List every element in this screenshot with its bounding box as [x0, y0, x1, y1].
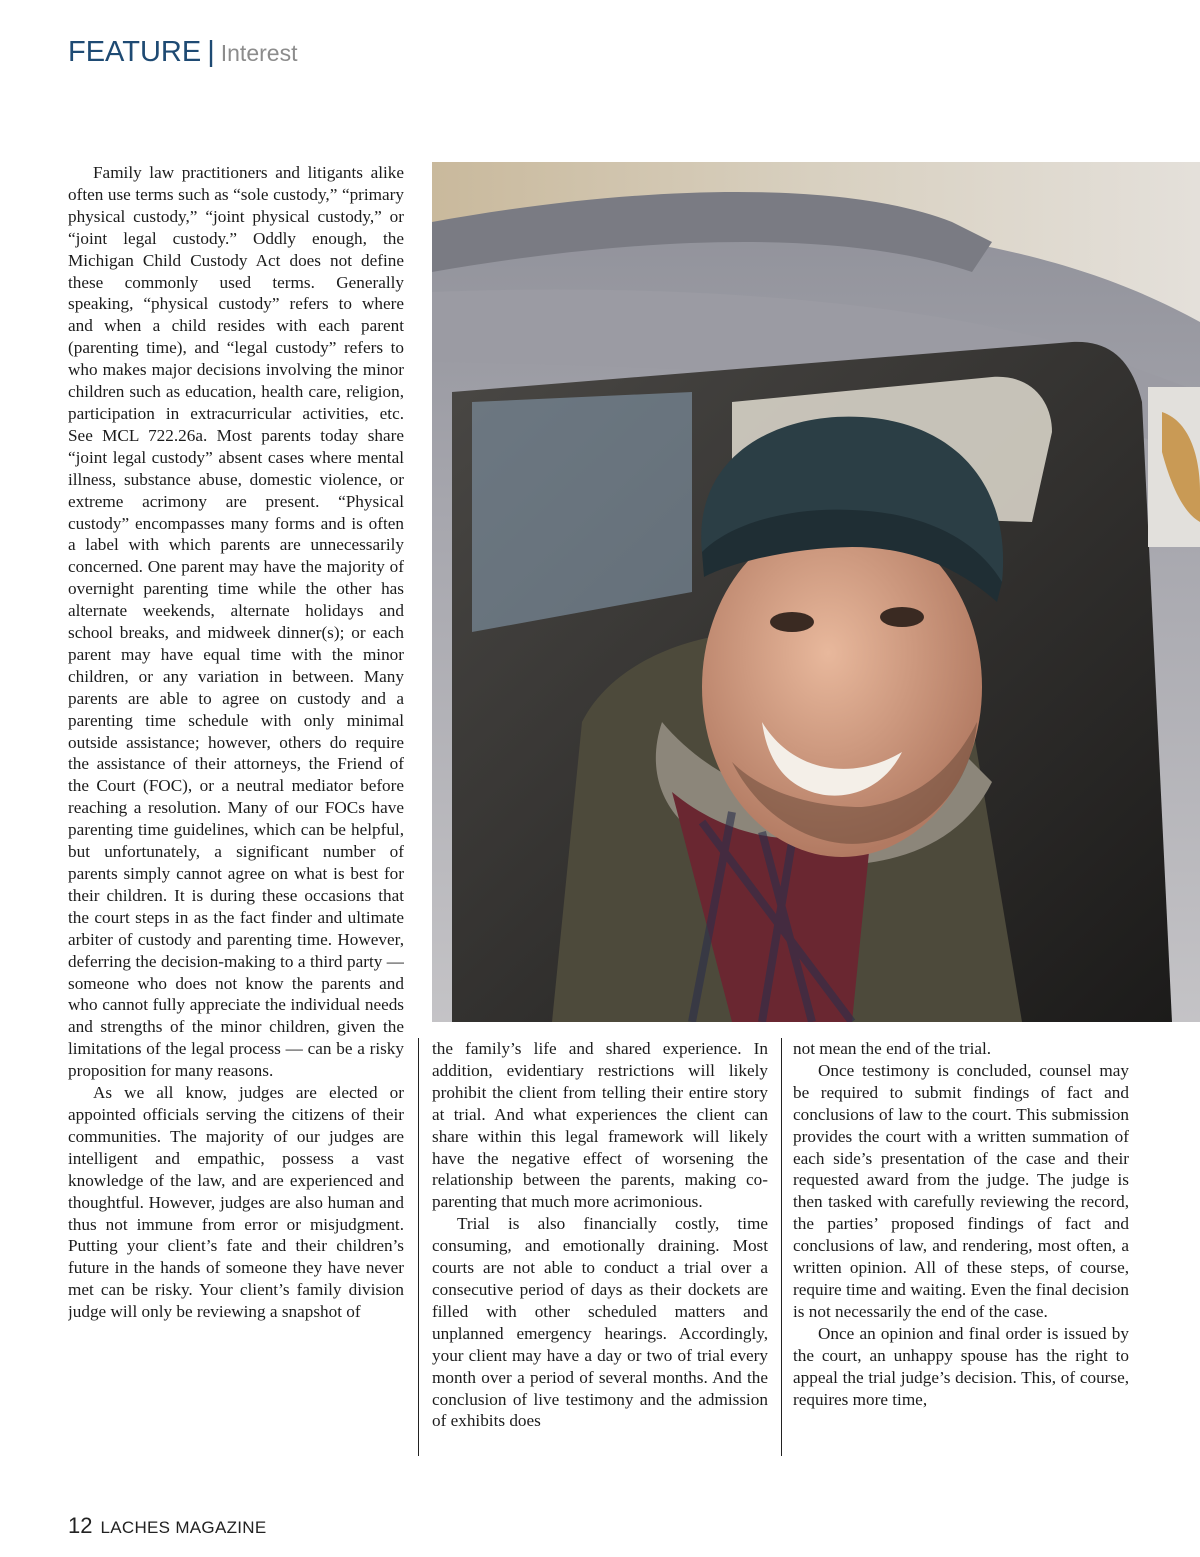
column-divider — [781, 1038, 782, 1456]
magazine-name: LACHES MAGAZINE — [100, 1518, 267, 1537]
article-column-2 — [432, 1038, 768, 1458]
paragraph: Trial is also financially costly, time consuming, and emotionally draining. Most courts are not able to conduct a trial over a consecutive period of days as their dockets are filled with other scheduled matters and unplanned emergency hearings. Accordingly, your client may have a day or two of trial every month over a period of several months. And the conclusion of live testimony and the admission of exhibits does — [432, 1214, 768, 1431]
section-title: FEATURE — [68, 36, 202, 68]
paragraph: not mean the end of the trial. — [793, 1039, 992, 1058]
section-header — [68, 34, 297, 71]
article-column-3 — [793, 1038, 1129, 1458]
page-footer — [68, 1513, 267, 1539]
feature-photo — [432, 162, 1200, 1022]
section-separator: | — [207, 36, 215, 68]
paragraph: Once an opinion and final order is issued by the court, an unhappy spouse has the right to appeal the trial judge’s decision. This, of course, requires more time, — [793, 1323, 1129, 1409]
paragraph: Family law practitioners and litigants alike often use terms such as “sole custody,” “primary physical custody,” “joint physical custody,” or “joint legal custody.” Oddly enough, the Michigan Child Custody Act does not define these commonly used terms. Generally speaking, “physical custody” refers to where and when a child resides with each parent (parenting time), and “legal custody” refers to who makes major decisions involving the minor children such as education, health care, religion, participation in extracurricular activities, etc. See MCL 722.26a. Most parents today share “joint legal custody” absent cases where mental illness, substance abuse, domestic violence, or extreme acrimony are present. “Physical custody” encompasses many forms and is often a label with which parents are unnecessarily concerned. One parent may have the majority of overnight parenting time while the other has alternate weekends, alternate holidays and school breaks, and midweek dinner(s); or each parent may have equal time with the minor children, or any variation in between. Many parents are able to agree on custody and a parenting time schedule with only minimal outside assistance; however, others do require the assistance of their attorneys, the Friend of the Court (FOC), or a neutral mediator before reaching a resolution. Many of our FOCs have parenting time guidelines, which can be helpful, but unfortunately, a significant number of parents simply cannot agree on what is best for their children. It is during these occasions that the court steps in as the fact finder and ultimate arbiter of custody and parenting time. However, deferring the decision-making to a third party — someone who does not know the parents and who cannot fully appreciate the individual needs and strengths of the minor children, given the limitations of the legal process — can be a risky proposition for many reasons. — [68, 163, 404, 1081]
section-subtitle: Interest — [220, 40, 298, 66]
smiling-man-in-car-photo — [432, 162, 1200, 1022]
page-number: 12 — [68, 1513, 93, 1538]
paragraph: Once testimony is concluded, counsel may be required to submit findings of fact and conclusions of law to the court. This submission provides the court with a written summation of each side’s presentation of the case and their requested award from the judge. The judge is then tasked with carefully reviewing the record, the parties’ proposed findings of fact and conclusions of law, and rendering, most often, a written opinion. All of these steps, of course, require time and waiting. Even the final decision is not necessarily the end of the case. — [793, 1060, 1129, 1321]
column-divider — [418, 1038, 419, 1456]
article-column-1 — [68, 162, 404, 1457]
paragraph: As we all know, judges are elected or appointed officials serving the citizens of their communities. The majority of our judges are intelligent and empathic, possess a vast knowledge of the law, and are experienced and thoughtful. However, judges are also human and thus not immune from error or misjudgment. Putting your client’s fate and their children’s future in the hands of someone they have never met can be risky. Your client’s family division judge will only be reviewing a snapshot of — [68, 1083, 404, 1322]
paragraph: the family’s life and shared experience. In addition, evidentiary restrictions will likely prohibit the client from telling their entire story at trial. And what experiences the client can share within this legal framework will likely have the negative effect of worsening the relationship between the parents, making co-parenting that much more acrimonious. — [432, 1039, 768, 1212]
